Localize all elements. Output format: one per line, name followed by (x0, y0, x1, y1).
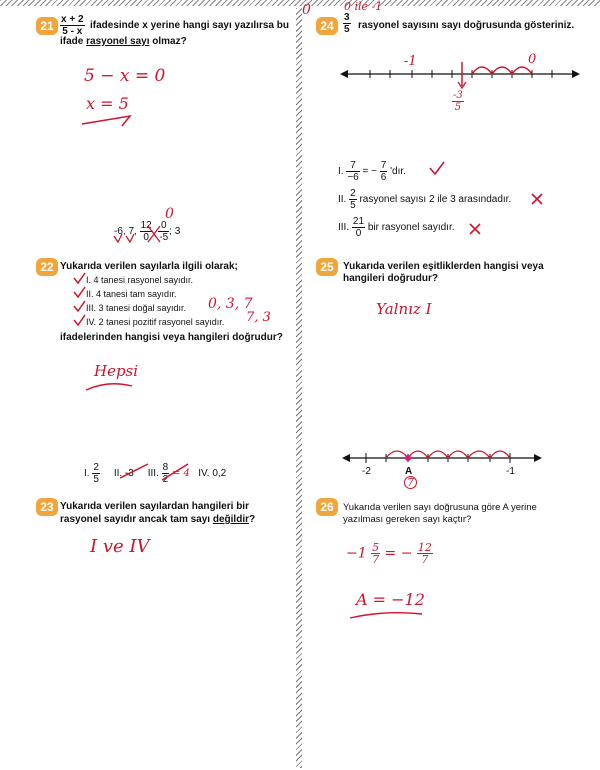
q23-line2-underlined: değildir (212, 514, 249, 525)
column-divider (296, 8, 302, 768)
q21-answer-underline (80, 110, 140, 130)
q23-item-ii: II. -3 (113, 468, 134, 480)
question-25-badge: 25 (316, 258, 338, 276)
stmt1-den2: 6 (380, 172, 387, 183)
q22-number-list: -6, 7, $\frac{12}{0}$ , $\frac{0}{-5}$ ; 3 (114, 220, 181, 243)
q26-point-a (405, 455, 411, 461)
stmt1-end: 'dır. (390, 166, 406, 178)
q22-hand-iv: 7, 3 (246, 310, 271, 325)
q22-num-4: 0 (143, 232, 149, 243)
q22-num-6: -5 (159, 232, 169, 243)
q26-handwritten-answer: A = −12 (356, 590, 425, 609)
stmt3-den: 0 (355, 228, 362, 239)
stmt1-label: I. (338, 166, 344, 178)
question-21-badge: 21 (36, 17, 58, 35)
q22-answer-underline (84, 376, 144, 398)
question-23-badge: 23 (36, 498, 58, 516)
q23-item-iv: IV. 0,2 (198, 468, 227, 480)
q24-hand-top: 0 ile -1 (344, 0, 383, 13)
stmt3-num: 21 (352, 216, 365, 227)
q22-item-4: IV. 2 tanesi pozitif rasyonel sayıdır. (86, 317, 225, 327)
q26-axis-right-label: -1 (506, 466, 515, 477)
q26-line1: Yukarıda verilen sayı doğrusuna göre A yerine (343, 502, 537, 513)
q21-handwritten-answer: x = 5 (86, 94, 129, 113)
q26-eq-whole: −1 (346, 545, 367, 562)
q22-checkmarks (72, 272, 88, 332)
q24-frac-num: 3 (344, 12, 350, 23)
q22-num-3: 12 (140, 220, 152, 231)
q25-line1: Yukarıda verilen eşitliklerden hangisi veya (343, 261, 544, 272)
q23-line2-pre: rasyonel sayıdır ancak tam sayı (60, 514, 213, 525)
q21-line2-post: olmaz? (149, 36, 187, 47)
q22-hand-iii: 0, 3, 7 (208, 296, 253, 312)
q24-axis-left-arrow (340, 70, 348, 78)
q23-handwritten-answer: I ve IV (90, 536, 150, 557)
q21-fraction (60, 14, 85, 37)
q22-num-5: 0 (158, 220, 169, 232)
q24-frac-den: 5 (344, 24, 350, 35)
q23-line2 (60, 514, 255, 526)
q26-eq-den: 7 (372, 553, 380, 566)
stmt2-end: rasyonel sayısı 2 ile 3 arasındadır. (359, 194, 512, 206)
q24-hand-zero-label: 0 (528, 52, 537, 67)
q26-eq-mid: = − (384, 545, 413, 562)
q23-item-iii-den: 2 (162, 474, 169, 485)
q24-hand-minus1: -1 (404, 54, 417, 69)
q22-handwritten-zero: 0 (165, 206, 174, 222)
q24-hand-arcs (472, 67, 532, 74)
question-22-badge: 22 (36, 258, 58, 276)
q22-item-1: I. 4 tanesi rasyonel sayıdır. (86, 275, 194, 285)
q24-statement-1 (338, 160, 406, 183)
q26-axis-right-arrow (534, 454, 542, 462)
q22-num-2: 7, (128, 226, 137, 238)
stmt2-den: 5 (350, 200, 356, 211)
q21-line1: ifadesinde x yerine hangi sayı yazılırsa bu (90, 20, 289, 31)
q21-frac-den: 5 - x (62, 26, 83, 37)
stmt2-label: II. (338, 194, 347, 206)
q25-handwritten-answer: Yalnız I (376, 300, 432, 318)
q21-handwritten-equation: 5 − x = 0 (84, 66, 166, 86)
q22-item-3: III. 3 tanesi doğal sayıdır. (86, 303, 187, 313)
question-24-badge: 24 (316, 17, 338, 35)
q23-line1: Yukarıda verilen sayılardan hangileri bir (60, 501, 249, 512)
stmt2-cross-mark (530, 192, 544, 206)
q23-item-iii-num: 8 (162, 462, 169, 473)
question-26-badge: 26 (316, 498, 338, 516)
q22-question: ifadelerinden hangisi veya hangileri doğrudur? (60, 332, 283, 343)
stmt2-num: 2 (350, 188, 356, 199)
q21-line2-underlined: rasyonel sayı (86, 36, 150, 47)
stmt1-check-mark (428, 160, 446, 176)
q21-line2 (60, 36, 187, 48)
top-hatched-border (0, 0, 600, 6)
stmt3-label: III. (338, 222, 350, 234)
q24-text: rasyonel sayısını sayı doğrusunda gösteriniz. (358, 20, 575, 31)
q24-hand-fraction (452, 90, 464, 113)
q22-title: Yukarıda verilen sayılarla ilgili olarak; (60, 261, 238, 272)
q24-hand-frac-den: 5 (454, 102, 462, 113)
stmt1-den: −6 (347, 172, 359, 183)
q22-num-7: 3 (174, 226, 181, 238)
q26-line2: yazılması gereken sayı kaçtır? (343, 514, 472, 525)
q23-line2-post: ? (249, 514, 256, 525)
q26-handwritten-equation (346, 542, 433, 565)
q23-strike-marks (118, 458, 198, 488)
q22-number-marks (110, 214, 200, 248)
q23-item-i-label: I. (84, 468, 90, 480)
q26-eq-num: 5 (372, 541, 380, 554)
q22-num-1: -6, (114, 226, 126, 238)
q23-item-iii-label: III. (147, 468, 159, 480)
q22-handwritten-answer: Hepsi (94, 362, 139, 380)
q21-line2-pre: ifade (60, 36, 87, 47)
q24-hand-zero: 0 (302, 2, 311, 18)
stmt3-end: bir rasyonel sayıdır. (367, 222, 455, 234)
stmt3-cross-mark (468, 222, 482, 236)
q24-statement-3 (338, 216, 455, 239)
q24-statement-2 (338, 188, 511, 211)
q26-eq-den2: 7 (421, 553, 429, 566)
q24-fraction (343, 12, 351, 35)
stmt1-mid: = − (362, 166, 377, 178)
q23-item-i-num: 2 (93, 462, 99, 473)
stmt1-num2: 7 (380, 160, 387, 171)
q26-point-hand: 7 (404, 476, 417, 489)
q26-point-label: A (405, 466, 413, 477)
q23-item-iii-hand: = 4 (171, 468, 190, 480)
q24-hand-frac-num: -3 (453, 90, 463, 101)
stmt1-num: 7 (346, 160, 359, 172)
q23-item-i-den: 5 (93, 474, 99, 485)
q21-frac-num: x + 2 (61, 14, 84, 25)
q26-answer-underline (346, 606, 436, 628)
q26-axis-left-arrow (342, 454, 350, 462)
q26-eq-num2: 12 (417, 541, 432, 554)
q22-item-2: II. 4 tanesi tam sayıdır. (86, 289, 177, 299)
q25-line2: hangileri doğrudur? (343, 273, 438, 284)
q26-axis-left-label: -2 (362, 466, 371, 477)
q24-axis-right-arrow (572, 70, 580, 78)
